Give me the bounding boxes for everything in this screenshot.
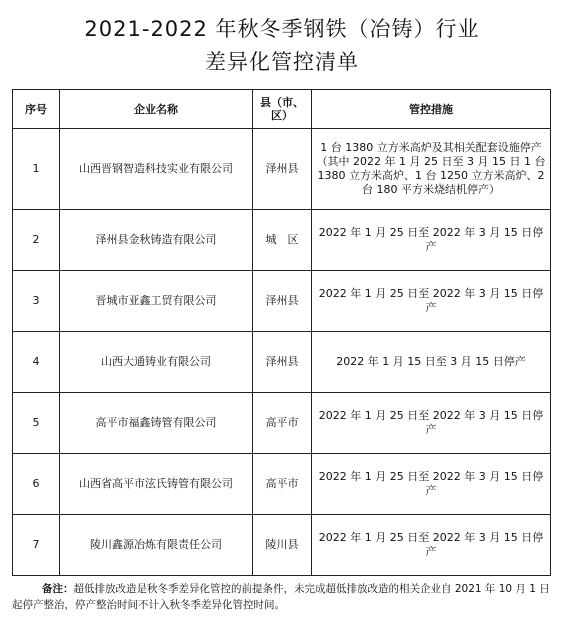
row-county: 泽州县 <box>253 271 312 332</box>
row-county: 城 区 <box>253 210 312 271</box>
row-company: 山西晋钢智造科技实业有限公司 <box>60 129 253 210</box>
row-county: 陵川县 <box>253 515 312 576</box>
row-index: 7 <box>13 515 60 576</box>
row-index: 6 <box>13 454 60 515</box>
row-measures: 2022 年 1 月 25 日至 2022 年 3 月 15 日停产 <box>312 393 551 454</box>
row-company: 高平市福鑫铸管有限公司 <box>60 393 253 454</box>
row-measures: 2022 年 1 月 25 日至 2022 年 3 月 15 日停产 <box>312 515 551 576</box>
row-county: 泽州县 <box>253 129 312 210</box>
row-measures: 2022 年 1 月 25 日至 2022 年 3 月 15 日停产 <box>312 271 551 332</box>
header-company: 企业名称 <box>60 90 253 129</box>
row-company: 陵川鑫源冶炼有限责任公司 <box>60 515 253 576</box>
row-company: 山西大通铸业有限公司 <box>60 332 253 393</box>
table-row <box>13 210 551 271</box>
table-row <box>13 271 551 332</box>
table-row <box>13 515 551 576</box>
control-list-table <box>12 89 551 576</box>
row-index: 4 <box>13 332 60 393</box>
footnote-label: 备注： <box>42 583 74 595</box>
row-county: 高平市 <box>253 454 312 515</box>
footnote <box>12 581 550 613</box>
row-measures: 1 台 1380 立方米高炉及其相关配套设施停产（其中 2022 年 1 月 25 日至 3 月 15 日 1 台 1380 立方米高炉、1 台 1250 立方米高炉、2 台 180 平方米烧结机停产） <box>312 129 551 210</box>
footnote-text: 超低排放改造是秋冬季差异化管控的前提条件，未完成超低排放改造的相关企业自 2021 年 10 月 1 日起停产整治，停产整治时间不计入秋冬季差异化管控时间。 <box>12 583 550 611</box>
row-measures: 2022 年 1 月 25 日至 2022 年 3 月 15 日停产 <box>312 210 551 271</box>
document-title-line2: 差异化管控清单 <box>205 50 359 74</box>
table-row <box>13 454 551 515</box>
header-index: 序号 <box>13 90 60 129</box>
row-index: 5 <box>13 393 60 454</box>
row-measures: 2022 年 1 月 15 日至 3 月 15 日停产 <box>312 332 551 393</box>
header-measures: 管控措施 <box>312 90 551 129</box>
row-company: 山西省高平市泫氏铸管有限公司 <box>60 454 253 515</box>
row-company: 晋城市亚鑫工贸有限公司 <box>60 271 253 332</box>
row-company: 泽州县金秋铸造有限公司 <box>60 210 253 271</box>
table-header-row <box>13 90 551 129</box>
row-index: 2 <box>13 210 60 271</box>
document-title-line1: 2021-2022 年秋冬季钢铁（冶铸）行业 <box>84 17 480 41</box>
row-index: 1 <box>13 129 60 210</box>
table-row <box>13 129 551 210</box>
row-county: 高平市 <box>253 393 312 454</box>
table-row <box>13 332 551 393</box>
row-measures: 2022 年 1 月 25 日至 2022 年 3 月 15 日停产 <box>312 454 551 515</box>
header-county: 县（市、区） <box>253 90 312 129</box>
table-row <box>13 393 551 454</box>
row-county: 泽州县 <box>253 332 312 393</box>
row-index: 3 <box>13 271 60 332</box>
